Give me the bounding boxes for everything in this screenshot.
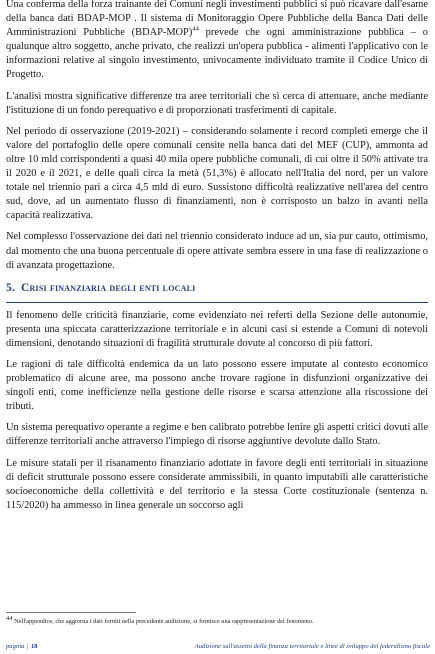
page-footer <box>6 642 430 651</box>
footnote-reference[interactable]: 44 <box>192 25 199 33</box>
footnote-text: Nell'appendice, che aggiorna i dati forniti nella precedente audizione, si fornisce una rappresentazione del fenomeno. <box>12 618 314 625</box>
document-title: Audizione sull'assetto della finanza territoriale e linee di sviluppo del federalismo fiscale <box>194 643 430 650</box>
paragraph-territorial-differences: L'analisi mostra significative differenze tra aree territoriali che si cerca di attenuare, anche mediante l'istituzione di un fondo perequativo e di proporzionati trasferimenti di capitale. <box>6 90 428 116</box>
section-title: Crisi finanziaria degli enti locali <box>21 281 196 294</box>
paragraph-observation-period: Nel periodo di osservazione (2019-2021) – considerando solamente i record completi emerge che il valore del portafoglio delle opere comunali censite nella banca dati del MEF (CUP), ammonta ad oltre 10 mld corrispondenti a quasi 40 mila opere pubbliche comunali, di cui oltre il 50% attivate tra il 2020 e il 2021, e delle quali circa la metà (51,3%) è allocato nell'Italia del nord, per un valore totale nel triennio pari a circa 4,5 mld di euro. Sussistono difficoltà realizzative nell'area del centro sud, dove, ad un aumentato flusso di finanziamenti, non è corrisposto un balzo in avanti nella capacità realizzativa. <box>6 125 428 222</box>
paragraph-text: prevede che ogni amministrazione pubblica – o qualunque altro soggetto, anche privato, che realizzi un'opera pubblica - alimenti l'applicativo con le informazioni relative al singolo investimento, univocamente individuato tramite il Codice Unico di Progetto. <box>6 27 428 81</box>
paragraph-financial-criticalities: Il fenomeno delle criticità finanziarie, come evidenziato nei referti della Sezione delle autonomie, presenta una spiccata caratterizzazione territoriale e in alcuni casi si estende a Comuni di notevoli dimensioni, denotando situazioni di fragilità strutturale dovute al concorso di più fattori. <box>6 309 428 349</box>
page-label: pagina <box>6 643 25 650</box>
document-body <box>6 0 428 520</box>
paragraph-equalization-system: Un sistema perequativo operante a regime e ben calibrato potrebbe lenire gli aspetti critici dovuti alle differenze territoriali anche attraverso l'impiego di risorse aggiuntive devolute dallo Stato. <box>6 422 428 448</box>
footnote <box>6 614 431 626</box>
page-separator: | <box>26 643 29 650</box>
page-number: 18 <box>30 643 38 650</box>
paragraph-overall-outlook: Nel complesso l'osservazione dei dati nel triennio considerato induce ad un, sia pur cauto, ottimismo, dal momento che una buona percentuale di opere attivate sembra essere in una fase di realizzazione o di avanzata progettazione. <box>6 231 428 271</box>
section-number: 5. <box>6 281 16 294</box>
paragraph-text: Una conferma della forza trainante dei Comuni negli investimenti pubblici si può ricavare dall'esame della banca dati BDAP-MOP . Il sistema di Monitoraggio Opere Pubbliche della Banca Dati delle Amministrazioni Pubbliche (BDAP-MOP) <box>6 0 428 39</box>
paragraph-state-measures: Le misure statali per il risanamento finanziario adottate in favore degli enti territoriali in situazione di deficit strutturale possono essere considerate ammissibili, in quanto imputabili alle caratteristiche socioeconomiche della collettività e del territorio e la stessa Corte costituzionale (sentenza n. 115/2020) ha ammesso in linea generale un soccorso agli <box>6 457 428 511</box>
paragraph-bdap-mop <box>6 0 428 83</box>
footnote-number: 44 <box>6 614 13 622</box>
paragraph-endemic-difficulty: Le ragioni di tale difficoltà endemica da un lato possono essere imputate al contesto economico problematico di alcune aree, ma possono anche trovare ragione in disfunzioni organizzative dei singoli enti, come inefficienze nella gestione delle risorse e scarsa attenzione alla riscossione dei tributi. <box>6 358 428 413</box>
footnote-divider <box>6 612 136 613</box>
section-divider <box>6 302 428 303</box>
section-heading <box>6 280 428 296</box>
